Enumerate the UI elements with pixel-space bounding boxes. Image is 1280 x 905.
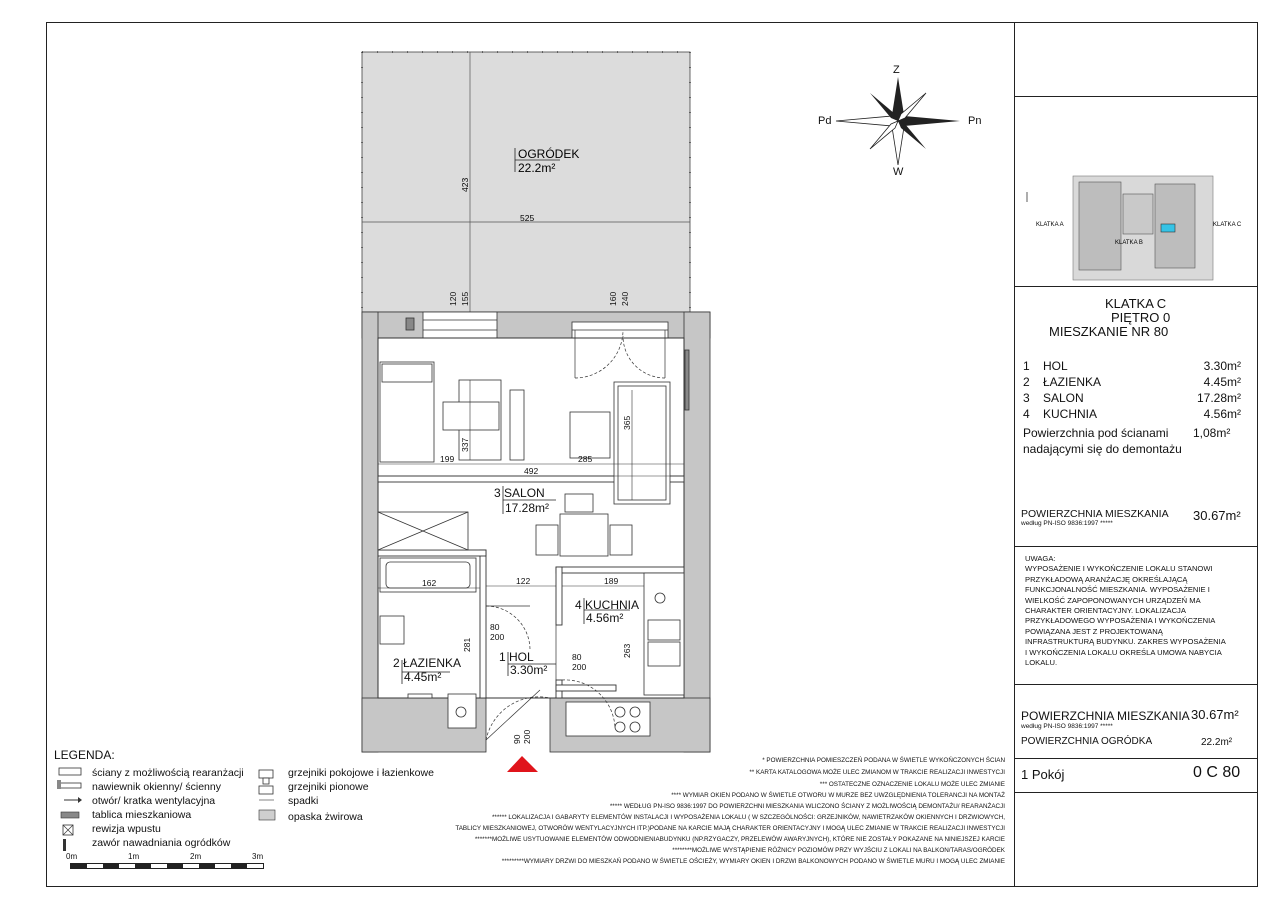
garden-depth-dim: 423 [460, 177, 470, 192]
wall-note: Powierzchnia pod ścianami [1023, 426, 1169, 440]
svg-text:189: 189 [604, 576, 619, 586]
room-row: 2 ŁAZIENKA 4.45m² [1023, 375, 1241, 389]
compass-south: W [893, 166, 904, 178]
room-list [1023, 358, 1241, 422]
wall-note-2: nadającymi się do demontażu [1023, 442, 1182, 456]
wall-note-area: 1,08m² [1193, 426, 1231, 440]
svg-text:4.45m²: 4.45m² [404, 670, 442, 684]
svg-text:162: 162 [422, 578, 437, 588]
summary-area: 30.67m² [1191, 707, 1239, 722]
room-row: 3 SALON 17.28m² [1023, 391, 1241, 405]
uwaga-block: UWAGA: WYPOSAŻENIE I WYKOŃCZENIE LOKALU STANOWI PRZYKŁADOWĄ ARANŻACJĘ OKREŚLAJĄCĄ FUNKCJONALNOŚĆ MIESZKANIA. WYPOSAŻENIE I WIELKOŚĆ ZAPOPONOWANYCH URZĄDZEŃ MA CHARAKTER ORIENTACYJNY. LOKALIZACJA PRZYKŁADOWEGO WYPOSAŻENIA I WYKOŃCZENIA POWIĄZANA JEST Z PROJEKTOWANĄ INFRASTRUKTURĄ BUDYNKU. ZAKRES WYPOSAŻENIA I WYKOŃCZENIA LOKALU OKREŚLA UMOWA NABYCIA LOKALU. [1025, 554, 1255, 668]
svg-text:122: 122 [516, 576, 531, 586]
total-label: POWIERZCHNIA MIESZKANIA [1021, 508, 1169, 520]
compass-east: Pn [968, 115, 982, 127]
svg-text:80: 80 [490, 622, 500, 632]
garden [362, 52, 690, 312]
total-sub: według PN-ISO 9836:1997 ***** [1021, 520, 1113, 527]
compass-north: Z [893, 64, 900, 76]
svg-text:200: 200 [522, 729, 532, 744]
svg-text:492: 492 [524, 466, 539, 476]
svg-text:3.30m²: 3.30m² [510, 663, 548, 677]
apartment-label: MIESZKANIE NR 80 [1049, 324, 1169, 339]
svg-text:160: 160 [608, 291, 618, 306]
summary-label: POWIERZCHNIA MIESZKANIA [1021, 709, 1190, 723]
svg-text:285: 285 [578, 454, 593, 464]
info-panel [1014, 22, 1258, 887]
garden-summary-label: POWIERZCHNIA OGRÓDKA [1021, 736, 1153, 747]
svg-text:365: 365 [622, 415, 632, 430]
svg-text:281: 281 [462, 637, 472, 652]
svg-text:1 HOL: 1 HOL [499, 650, 534, 664]
compass-west: Pd [818, 115, 832, 127]
room-row: 1 HOL 3.30m² [1023, 359, 1241, 373]
floor-label: PIĘTRO 0 [1111, 310, 1171, 325]
svg-text:4.56m²: 4.56m² [586, 611, 624, 625]
svg-text:80: 80 [572, 652, 582, 662]
stair-label: KLATKA C [1105, 296, 1167, 311]
svg-text:KLATKA B: KLATKA B [1115, 240, 1143, 246]
scale-bar: 0m 1m 2m 3m [66, 852, 266, 870]
svg-text:3 SALON: 3 SALON [494, 486, 545, 500]
svg-text:KLATKA A: KLATKA A [1036, 222, 1064, 228]
svg-text:2 ŁAZIENKA: 2 ŁAZIENKA [393, 656, 462, 670]
garden-area: 22.2m² [518, 161, 556, 175]
svg-text:155: 155 [460, 291, 470, 306]
uwaga-title: UWAGA: [1025, 554, 1056, 563]
room-row: 4 KUCHNIA 4.56m² [1023, 407, 1241, 421]
key-plan [1019, 172, 1255, 284]
garden-name: OGRÓDEK [518, 147, 580, 161]
summary-sub: według PN-ISO 9836:1997 ***** [1021, 723, 1113, 730]
svg-text:90: 90 [512, 734, 522, 744]
total-area: 30.67m² [1193, 508, 1241, 523]
svg-text:120: 120 [448, 291, 458, 306]
garden-summary-area: 22.2m² [1201, 737, 1233, 748]
svg-text:199: 199 [440, 454, 455, 464]
entry-marker [507, 756, 538, 772]
unit-code: 0 C 80 [1193, 764, 1241, 781]
svg-text:17.28m²: 17.28m² [505, 501, 550, 515]
svg-text:337: 337 [460, 437, 470, 452]
svg-text:KLATKA C: KLATKA C [1213, 222, 1242, 228]
svg-text:240: 240 [620, 291, 630, 306]
svg-text:263: 263 [622, 643, 632, 658]
rooms-count: 1 Pokój [1021, 767, 1065, 782]
svg-text:200: 200 [572, 662, 587, 672]
svg-text:4 KUCHNIA: 4 KUCHNIA [575, 598, 640, 612]
compass-rose [836, 77, 960, 165]
svg-text:200: 200 [490, 632, 505, 642]
garden-width-dim: 525 [520, 213, 535, 223]
legend-title: LEGENDA: [54, 748, 115, 762]
